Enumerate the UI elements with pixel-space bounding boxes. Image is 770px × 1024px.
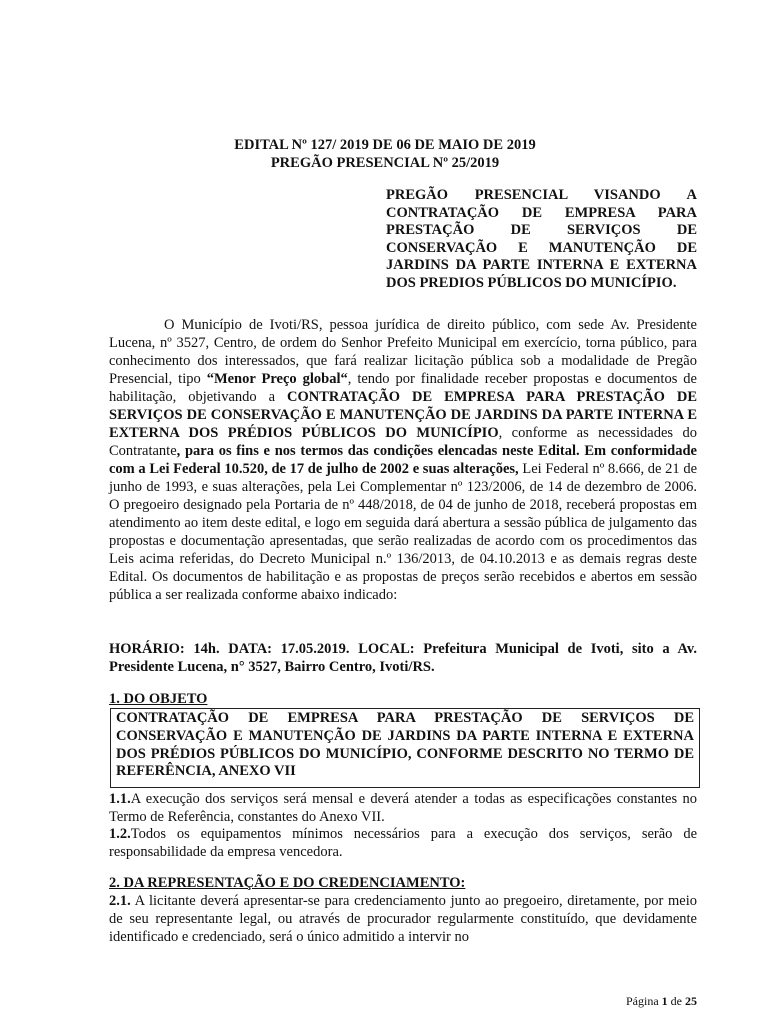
item-2-1 (109, 892, 697, 946)
intro-bold-2: CONTRATAÇÃO DE EMPRESA PARA PRESTAÇÃO DE SERVIÇOS DE CONSERVAÇÃO E MANUTENÇÃO DE JARDINS DA PARTE INTERNA E EXTERNA DOS PRÉDIOS PÚBLICOS DO MUNICÍPIO (109, 389, 697, 441)
item-1-1 (109, 790, 697, 826)
intro-bold-1: “Menor Preço global“ (206, 371, 348, 387)
pregao-subtitle: PREGÃO PRESENCIAL Nº 25/2019 (270, 155, 500, 171)
intro-text-1: O Município de Ivoti/RS, pessoa jurídica de direito público, com sede Av. Presidente Lucena, nº 3527, Centro, de ordem do Senhor Prefeito Municipal em exercício, torna público, para conhecimento dos interessados, que fará realizar licitação pública sob a modalidade de Pregão Presencial, tipo (109, 317, 697, 387)
page-number (626, 994, 697, 1009)
item-1-1-text: A execução dos serviços será mensal e deverá atender a todas as especificações constantes no Termo de Referência, constantes do Anexo VII. (109, 791, 697, 825)
page-total: 25 (685, 994, 697, 1008)
section-2-heading: 2. DA REPRESENTAÇÃO E DO CREDENCIAMENTO: (109, 875, 466, 891)
item-1-1-number: 1.1. (109, 791, 131, 807)
intro-text-4: Lei Federal nº 8.666, de 21 de junho de 1993, e suas alterações, pela Lei Complementar nº 123/2006, de 14 de dezembro de 2006. O pregoeiro designado pela Portaria de nº 448/2018, de 04 de junho de 2018, receberá propostas em atendimento ao item deste edital, e logo em seguida dará abertura a sessão pública de julgamento das propostas e documentação apresentadas, que serão realizadas de acordo com os procedimentos das Leis acima referidas, do Decreto Municipal n.º 136/2013, de 04.10.2013 e as demais regras deste Edital. Os documentos de habilitação e as propostas de preços serão recebidos e abertos em sessão pública a ser realizada conforme abaixo indicado: (109, 461, 698, 603)
item-2-1-number: 2.1. (109, 893, 131, 909)
page-sep: de (670, 994, 682, 1008)
item-1-2-text: Todos os equipamentos mínimos necessários para a execução dos serviços, serão de responsabilidade da empresa vencedora. (109, 826, 697, 860)
edital-title: EDITAL Nº 127/ 2019 DE 06 DE MAIO DE 2019 (234, 137, 536, 153)
horario-paragraph: HORÁRIO: 14h. DATA: 17.05.2019. LOCAL: Prefeitura Municipal de Ivoti, sito a Av. Presidente Lucena, n° 3527, Bairro Centro, Ivoti/RS. (109, 641, 697, 675)
intro-text-3: , conforme as necessidades do Contratante (109, 425, 697, 459)
object-box: CONTRATAÇÃO DE EMPRESA PARA PRESTAÇÃO DE SERVIÇOS DE CONSERVAÇÃO E MANUTENÇÃO DE JARDINS DA PARTE INTERNA E EXTERNA DOS PRÉDIOS PÚBLICOS DO MUNICÍPIO, CONFORME DESCRITO NO TERMO DE REFERÊNCIA, ANEXO VII (110, 708, 700, 788)
page-current: 1 (661, 994, 668, 1008)
page-label: Página (626, 994, 659, 1008)
item-2-1-text: A licitante deverá apresentar-se para credenciamento junto ao pregoeiro, diretamente, por meio de seu representante legal, ou através de procurador regularmente constituído, que devidamente identificado e credenciado, será o único admitido a intervir no (109, 893, 697, 945)
intro-bold-3: , para os fins e nos termos das condições elencadas neste Edital. Em conformidade com a Lei Federal 10.520, de 17 de julho de 2002 e suas alterações, (109, 443, 697, 477)
intro-paragraph (109, 316, 697, 604)
item-1-2 (109, 825, 697, 861)
object-summary: PREGÃO PRESENCIAL VISANDO A CONTRATAÇÃO DE EMPRESA PARA PRESTAÇÃO DE SERVIÇOS DE CONSERVAÇÃO E MANUTENÇÃO DE JARDINS DA PARTE INTERNA E EXTERNA DOS PREDIOS PÚBLICOS DO MUNICÍPIO. (386, 187, 697, 291)
item-1-2-number: 1.2. (109, 826, 131, 842)
intro-text-2: , tendo por finalidade receber propostas e documentos de habilitação, objetivando a (109, 371, 697, 405)
section-1-heading: 1. DO OBJETO (109, 691, 208, 707)
